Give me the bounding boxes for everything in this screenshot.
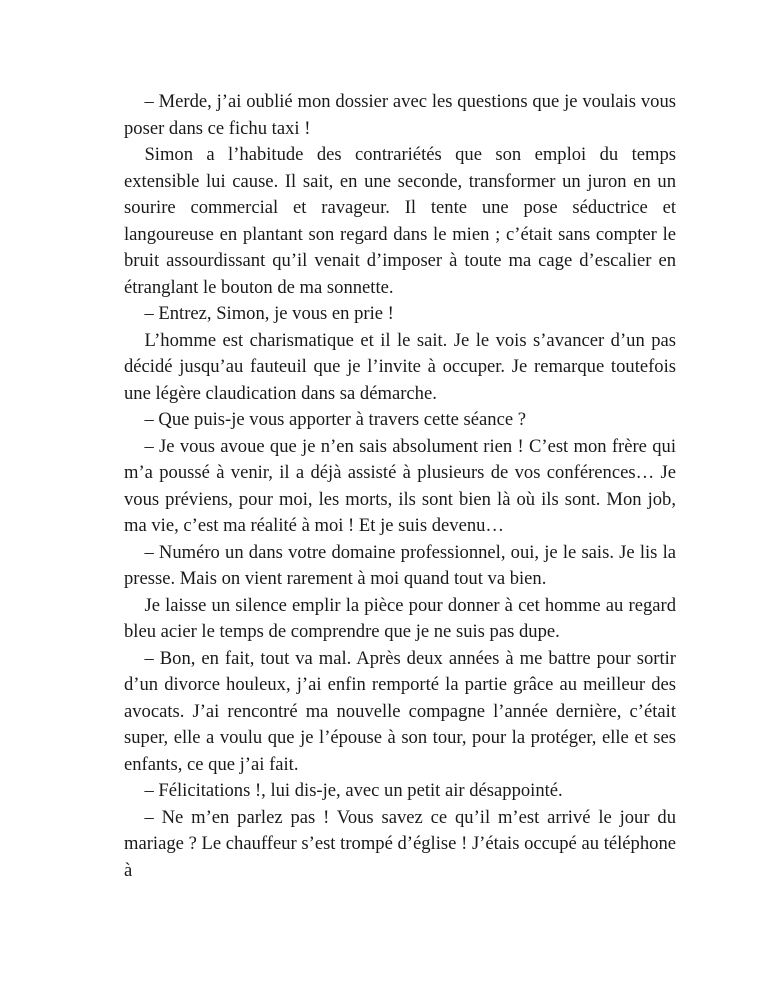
paragraph: – Félicitations !, lui dis-je, avec un petit air désappointé. [144,780,563,801]
paragraph: – Ne m’en parlez pas ! Vous savez ce qu’il m’est arrivé le jour du mariage ? Le chauffeur s’est trompé d’église ! J’étais occupé au téléphone à [124,806,676,881]
paragraph: Je laisse un silence emplir la pièce pour donner à cet homme au regard bleu acier le temps de comprendre que je ne suis pas dupe. [124,594,676,642]
paragraph: – Que puis-je vous apporter à travers cette séance ? [144,409,526,430]
paragraph: Simon a l’habitude des contrariétés que son emploi du temps extensible lui cause. Il sait, en une seconde, transformer un juron en un sourire commercial et ravageur. Il tente une pose séductrice et langoureuse en plantant son regard dans le mien ; c’était sans compter le bruit assourdissant qu’il venait d’imposer à toute ma cage d’escalier en étranglant le bouton de ma sonnette. [124,144,676,298]
document-page [124,89,676,884]
paragraph: – Merde, j’ai oublié mon dossier avec les questions que je voulais vous poser dans ce fichu taxi ! [124,91,676,139]
paragraph: – Bon, en fait, tout va mal. Après deux années à me battre pour sortir d’un divorce houleux, j’ai enfin remporté la partie grâce au meilleur des avocats. J’ai rencontré ma nouvelle compagne l’année dernière, c’était super, elle a voulu que je l’épouse à son tour, pour la protéger, elle et ses enfants, ce que j’ai fait. [124,647,676,775]
paragraph: – Entrez, Simon, je vous en prie ! [144,303,394,324]
paragraph: L’homme est charismatique et il le sait. Je le vois s’avancer d’un pas décidé jusqu’au fauteuil que je l’invite à occuper. Je remarque toutefois une légère claudication dans sa démarche. [124,329,676,404]
paragraph: – Je vous avoue que je n’en sais absolument rien ! C’est mon frère qui m’a poussé à venir, il a déjà assisté à plusieurs de vos conférences… Je vous préviens, pour moi, les morts, ils sont bien là où ils sont. Mon job, ma vie, c’est ma réalité à moi ! Et je suis devenu… [124,435,676,536]
paragraph: – Numéro un dans votre domaine professionnel, oui, je le sais. Je lis la presse. Mais on vient rarement à moi quand tout va bien. [124,541,676,589]
